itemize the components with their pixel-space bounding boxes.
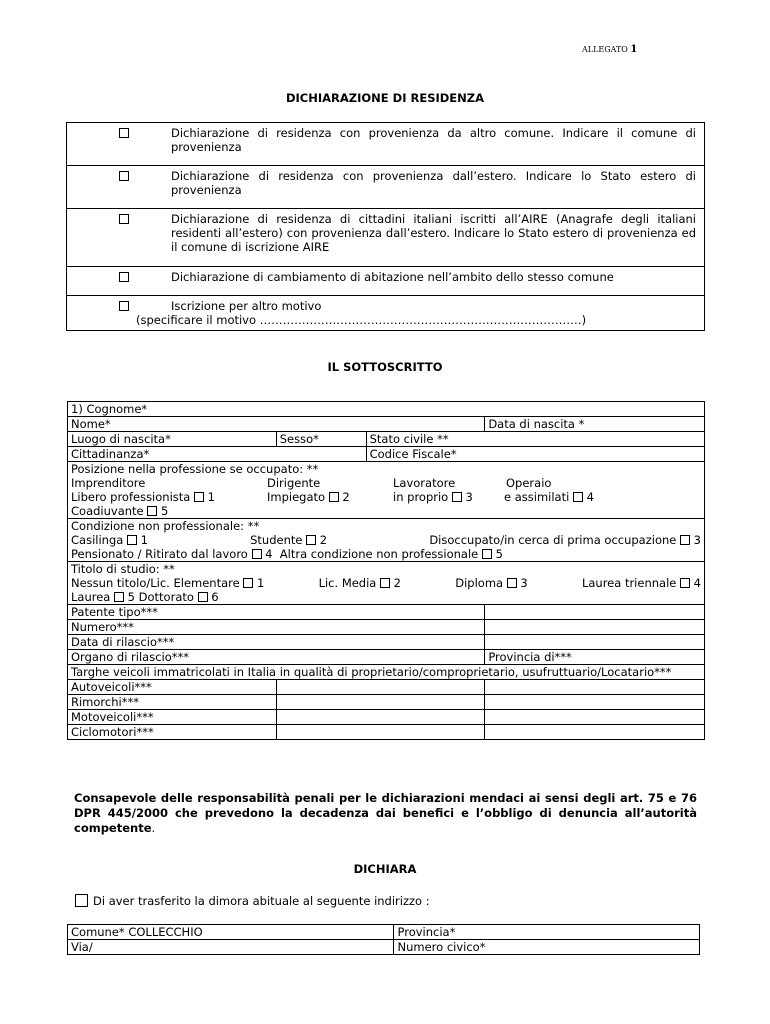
- personal-data-table: [67, 401, 705, 740]
- checkbox[interactable]: [127, 535, 137, 545]
- checkbox[interactable]: [452, 492, 462, 502]
- cognome-field[interactable]: 1) Cognome*: [68, 402, 705, 417]
- cittadinanza-field[interactable]: Cittadinanza*: [68, 447, 367, 462]
- patente-tipo-field[interactable]: Patente tipo***: [68, 605, 485, 620]
- consapevole-statement: Consapevole delle responsabilità penali per le dichiarazioni mendaci ai sensi degli art. 75 e 76 DPR 445/2000 che prevedono la decadenza dai benefici e l’obbligo di denuncia all’autorità competente.: [74, 791, 697, 835]
- checkbox[interactable]: [243, 578, 253, 588]
- ciclomotori-label: Ciclomotori***: [68, 725, 277, 740]
- numero-field[interactable]: Numero***: [68, 620, 485, 635]
- titolo-studio: Titolo di studio: ** Nessun titolo/Lic. Elementare 1 Lic. Media 2 Diploma 3 Laurea triennale 4 Laurea 5 Dottorato 6: [68, 562, 705, 605]
- checkbox[interactable]: [119, 214, 129, 224]
- data-rilascio-field[interactable]: Data di rilascio***: [68, 635, 485, 650]
- comune-field[interactable]: Comune* COLLECCHIO: [68, 925, 394, 940]
- data-rilascio-value[interactable]: [485, 635, 705, 650]
- checkbox[interactable]: [507, 578, 517, 588]
- autoveicoli-value-1[interactable]: [276, 680, 485, 695]
- posizione-professione: Posizione nella professione se occupato: ** Imprenditore Libero professionista 1 Coadiuvante 5 Dirigente Impiegato 2 Lavoratore in proprio 3 Operaio e assimilati 4: [68, 462, 705, 519]
- checkbox[interactable]: [252, 549, 262, 559]
- targhe-veicoli: Targhe veicoli immatricolati in Italia in qualità di proprietario/comproprietario, usufruttuario/Locatario***: [68, 665, 705, 680]
- condizione-non-professionale: Condizione non professionale: ** Casilinga 1 Studente 2 Disoccupato/in cerca di prima occupazione 3 Pensionato / Ritirato dal lavoro 4 Altra condizione non professionale 5: [68, 519, 705, 562]
- option-row[interactable]: Dichiarazione di residenza con provenienza da altro comune. Indicare il comune di provenienza: [67, 123, 705, 166]
- checkbox[interactable]: [75, 894, 88, 907]
- rimorchi-value-1[interactable]: [276, 695, 485, 710]
- address-table: [67, 924, 700, 955]
- patente-tipo-value[interactable]: [485, 605, 705, 620]
- luogo-nascita-field[interactable]: Luogo di nascita*: [68, 432, 277, 447]
- rimorchi-label: Rimorchi***: [68, 695, 277, 710]
- ciclomotori-value-2[interactable]: [485, 725, 705, 740]
- motoveicoli-label: Motoveicoli***: [68, 710, 277, 725]
- motoveicoli-value-1[interactable]: [276, 710, 485, 725]
- dichiara-title: DICHIARA: [353, 862, 417, 876]
- option-row[interactable]: Dichiarazione di residenza di cittadini italiani iscritti all’AIRE (Anagrafe degli italiani residenti all’estero) con provenienza dall’estero. Indicare lo Stato estero di provenienza ed il comune di iscrizione AIRE: [67, 209, 705, 267]
- checkbox[interactable]: [680, 535, 690, 545]
- checkbox[interactable]: [147, 506, 157, 516]
- checkbox[interactable]: [306, 535, 316, 545]
- numero-civico-field[interactable]: Numero civico*: [394, 940, 700, 955]
- option-row[interactable]: Dichiarazione di residenza con provenienza dall’estero. Indicare lo Stato estero di provenienza: [67, 166, 705, 209]
- checkbox[interactable]: [119, 171, 129, 181]
- rimorchi-value-2[interactable]: [485, 695, 705, 710]
- checkbox[interactable]: [680, 578, 690, 588]
- ciclomotori-value-1[interactable]: [276, 725, 485, 740]
- provincia-field[interactable]: Provincia*: [394, 925, 700, 940]
- provincia-di-field[interactable]: Provincia di***: [485, 650, 705, 665]
- data-nascita-field[interactable]: Data di nascita *: [485, 417, 705, 432]
- declaration-type-table: [66, 122, 705, 331]
- option-row[interactable]: Dichiarazione di cambiamento di abitazione nell’ambito dello stesso comune: [67, 267, 705, 296]
- checkbox[interactable]: [194, 492, 204, 502]
- autoveicoli-value-2[interactable]: [485, 680, 705, 695]
- checkbox[interactable]: [482, 549, 492, 559]
- dimora-option[interactable]: Di aver trasferito la dimora abituale al seguente indirizzo :: [75, 894, 430, 908]
- specify-reason[interactable]: (specificare il motivo …………………………………………………………………………): [136, 313, 587, 327]
- section-title: IL SOTTOSCRITTO: [327, 360, 443, 374]
- checkbox[interactable]: [329, 492, 339, 502]
- checkbox[interactable]: [114, 592, 124, 602]
- autoveicoli-label: Autoveicoli***: [68, 680, 277, 695]
- page-title: DICHIARAZIONE DI RESIDENZA: [285, 91, 485, 105]
- codice-fiscale-field[interactable]: Codice Fiscale*: [366, 447, 704, 462]
- checkbox[interactable]: [380, 578, 390, 588]
- option-row[interactable]: Iscrizione per altro motivo (specificare il motivo …………………………………………………………………………): [67, 296, 705, 331]
- checkbox[interactable]: [119, 272, 129, 282]
- checkbox[interactable]: [119, 128, 129, 138]
- checkbox[interactable]: [198, 592, 208, 602]
- allegato-label: ALLEGATO 1: [582, 44, 638, 55]
- sesso-field[interactable]: Sesso*: [276, 432, 366, 447]
- nome-field[interactable]: Nome*: [68, 417, 485, 432]
- via-field[interactable]: Via/: [68, 940, 394, 955]
- motoveicoli-value-2[interactable]: [485, 710, 705, 725]
- stato-civile-field[interactable]: Stato civile **: [366, 432, 704, 447]
- checkbox[interactable]: [119, 301, 129, 311]
- organo-rilascio-field[interactable]: Organo di rilascio***: [68, 650, 485, 665]
- numero-value[interactable]: [485, 620, 705, 635]
- checkbox[interactable]: [573, 492, 583, 502]
